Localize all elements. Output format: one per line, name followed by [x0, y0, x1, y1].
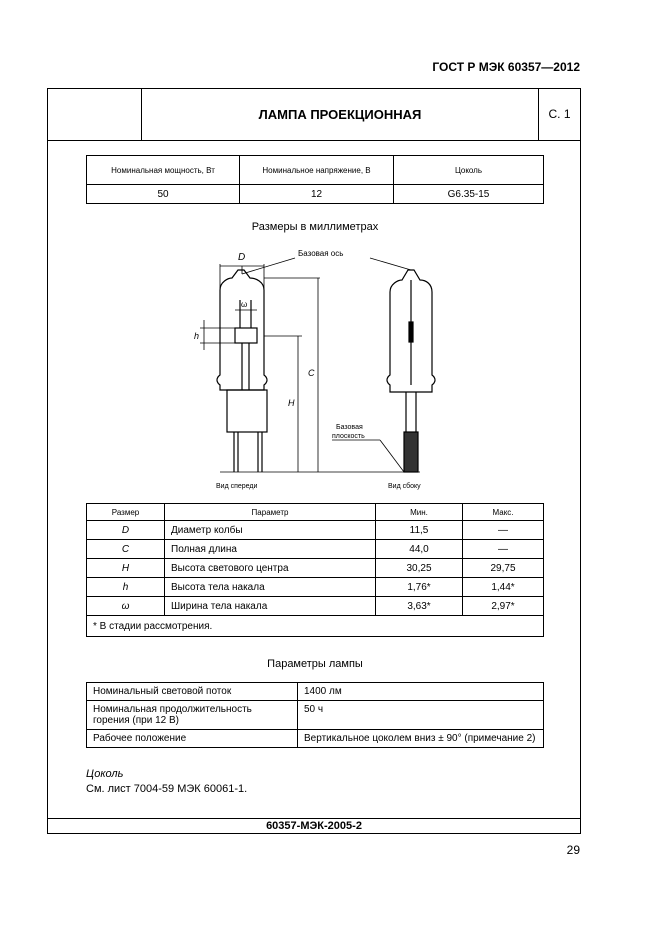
- front-socket-body: [227, 390, 267, 432]
- label-ref-plane-2: плоскость: [332, 433, 365, 440]
- socket-title: Цоколь: [86, 768, 124, 780]
- label-ref-axis: Базовая ось: [298, 249, 344, 258]
- table-row: Номинальный световой поток 1400 лм: [87, 683, 544, 701]
- label-omega: ω: [241, 300, 248, 309]
- dims-header-size: Размер: [87, 504, 165, 521]
- params-caption: Параметры лампы: [267, 658, 363, 670]
- table-row: ω Ширина тела накала 3,63* 2,97*: [87, 597, 544, 616]
- lamp-drawing: [180, 240, 460, 495]
- footer-divider: [47, 818, 581, 819]
- header-empty-cell: [47, 88, 142, 140]
- ratings-power-value: 50: [87, 185, 240, 204]
- ratings-cap-value: G6.35-15: [394, 185, 544, 204]
- drawing-caption: Размеры в миллиметрах: [251, 221, 379, 233]
- dims-table-note: * В стадии рассмотрения.: [87, 616, 544, 637]
- table-row: Номинальная продолжительность горения (при 12 В) 50 ч: [87, 701, 544, 730]
- side-pins: [404, 432, 418, 472]
- socket-text: См. лист 7004-59 МЭК 60061-1.: [86, 783, 248, 795]
- ratings-header-cap: Цоколь: [394, 156, 544, 185]
- label-D: D: [238, 252, 246, 263]
- header-sheet-number: С. 1: [548, 107, 571, 121]
- ratings-table: [86, 155, 544, 204]
- footer-code: 60357-МЭК-2005-2: [266, 820, 362, 832]
- ratings-header-power: Номинальная мощность, Вт: [87, 156, 240, 185]
- dims-header-max: Макс.: [463, 504, 544, 521]
- table-row: H Высота светового центра 30,25 29,75: [87, 559, 544, 578]
- standard-code: ГОСТ Р МЭК 60357—2012: [432, 60, 580, 74]
- label-C: C: [308, 368, 315, 378]
- ratings-voltage-value: 12: [240, 185, 394, 204]
- label-h: h: [194, 331, 200, 341]
- table-row: h Высота тела накала 1,76* 1,44*: [87, 578, 544, 597]
- page-number: 29: [566, 843, 580, 857]
- ratings-header-voltage: Номинальное напряжение, В: [240, 156, 394, 185]
- label-H: H: [288, 398, 295, 408]
- params-table: [86, 682, 544, 748]
- label-view-front: Вид спереди: [216, 483, 258, 490]
- label-ref-plane-1: Базовая: [336, 424, 363, 431]
- dimensions-table: [86, 503, 544, 637]
- header-title: ЛАМПА ПРОЕКЦИОННАЯ: [142, 88, 539, 140]
- table-row: C Полная длина 44,0 —: [87, 540, 544, 559]
- table-row: Рабочее положение Вертикальное цоколем вниз ± 90° (примечание 2): [87, 730, 544, 748]
- dims-header-min: Мин.: [376, 504, 463, 521]
- label-view-side: Вид сбоку: [388, 483, 421, 490]
- dims-header-param: Параметр: [165, 504, 376, 521]
- front-filament: [235, 328, 257, 343]
- sheet-header: [47, 88, 581, 141]
- table-row: D Диаметр колбы 11,5 —: [87, 521, 544, 540]
